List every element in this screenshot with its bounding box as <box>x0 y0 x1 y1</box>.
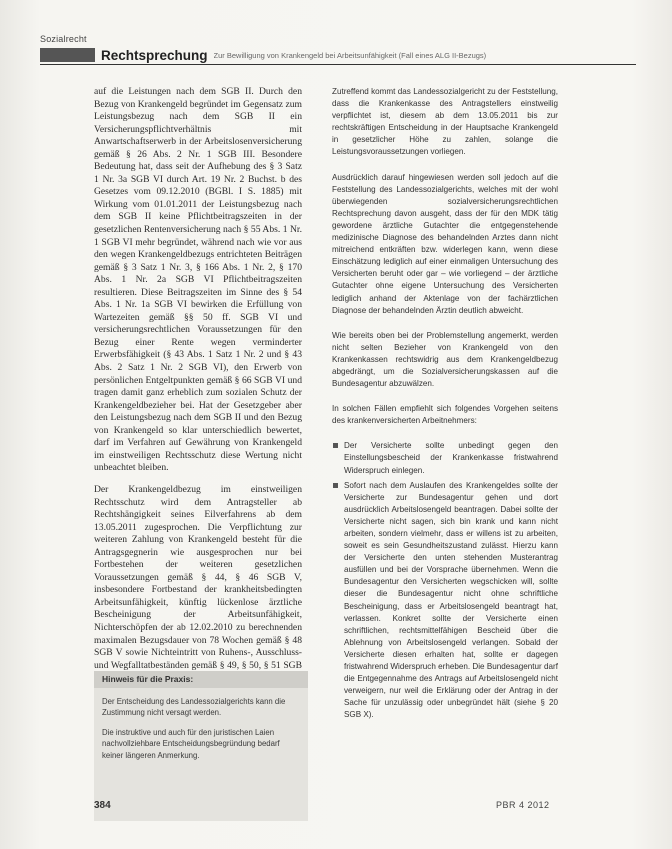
page-number: 384 <box>94 800 111 811</box>
hint-paragraph: Die instruktive und auch für den juristischen Laien nachvollziehbare Entscheidungsbegründung bedarf keiner längeren Anmerkung. <box>102 727 280 760</box>
body-paragraph: Der Krankengeldbezug im einstweiligen Rechtsschutz wird dem Antragsteller ab Rechtshängigkeit seines Eilverfahrens ab dem 13.05.2011 zugesprochen. Die Verpflichtung zur weiteren Zahlung von Krankengeld besteht für die Antragsgegnerin wie ausgesprochen nur bei Fortbestehen der weiteren gesetzlichen Voraussetzungen gemäß § 44, § 46 SGB V, insbesondere Fortbestand der krankheitsbedingten Arbeitsunfähigkeit, künftig lückenlose ärztliche Bescheinigung der Arbeitsunfähigkeit, Nichterschöpfen der ab 12.02.2010 zu berechnenden maximalen Bezugsdauer von 78 Wochen gemäß § 48 SGB V sowie Nichteintritt von Ruhens-, Ausschluss- und Wegfalltatbeständen gemäß § 49, § 50, § 51 SGB <box>94 483 302 671</box>
page-title: Rechtsprechung <box>101 47 208 63</box>
square-bullet-icon <box>333 483 338 488</box>
square-bullet-icon <box>333 443 338 448</box>
practice-hint-body <box>94 688 308 761</box>
list-item-text: Sofort nach dem Auslaufen des Krankengeldes sollte der Versicherte zur Bundesagentur gehen und dort ausdrücklich Arbeitslosengeld beantragen. Dabei sollte der Versicherte nicht sagen, sich bin krank und kann nicht arbeiten, sondern vielmehr, dass er willens ist zu arbeiten, soweit es sein Gesundheitszustand zulässt. Hierzu kann der Versicherte den unten stehenden Musterantrag ausfüllen und bei der Vorsprache übernehmen. Wenn die Bundesagentur den Versicherten wegschicken will, sollte dieser die Bundesagentur nicht ohne schriftliche Bescheinigung, dass er Arbeitslosengeld beantragt hat, verlassen. Konkret sollte der Versicherte einen schriftlichen, rechtsmittelfähigen Bescheid über die Ablehnung von Arbeitslosengeld verlangen. Sobald der Versicherte diesen erhalten hat, sollte er dagegen fristwahrend Widerspruch erheben. Die Bundesagentur darf die Entgegennahme des Antrags auf Arbeitslosengeld nicht verweigern, nur weil die Erklärung oder der Antrag in der Sache für unzulässig oder unbegründet hält (siehe § 20 SGB X). <box>344 480 558 720</box>
left-column <box>94 86 302 694</box>
practice-hint-box <box>94 671 308 821</box>
right-column <box>332 86 558 725</box>
body-paragraph: Ausdrücklich darauf hingewiesen werden soll jedoch auf die Feststellung des Landessozialgerichts, welches mit der wohl überwiegenden sozialversicherungsrechtlichen Rechtsprechung davon ausgeht, dass der für den MDK tätig gewordene ärztliche Gutachter die entgegenstehende medizinische Diagnose des behandelnden Arztes dann nicht mitreichend entkräften bzw. widerlegen kann, wenn diese Einschätzung lediglich auf einer einmaligen Untersuchung des Versicherten beruht oder gar – wie vorliegend – der ärztliche Gutachter ohne eigene Untersuchung des Versicherten lediglich anhand der Aktenlage von der fachärztlichen Diagnose der behandelnden Ärztin deutlich abweicht. <box>332 172 558 315</box>
body-paragraph: In solchen Fällen empfiehlt sich folgendes Vorgehen seitens des krankenversicherten Arbeitnehmers: <box>332 404 558 426</box>
recommendation-list <box>332 440 558 721</box>
section-label: Sozialrecht <box>40 34 87 44</box>
practice-hint-title: Hinweis für die Praxis: <box>94 671 308 688</box>
list-item <box>332 480 558 722</box>
body-paragraph: Zutreffend kommt das Landessozialgericht zu der Feststellung, dass die Krankenkasse des Antragstellers einstweilig verpflichtet ist, diesem ab dem 13.05.2011 bis zur rechtskräftigen Entscheidung in der Hauptsache Krankengeld in gesetzlicher Höhe zu zahlen, solange die Leistungsvoraussetzungen vorliegen. <box>332 87 558 157</box>
list-item <box>332 440 558 476</box>
body-paragraph: Wie bereits oben bei der Problemstellung angemerkt, werden nicht selten Bezieher von Krankengeld von den Krankenkassen rechtswidrig aus dem Krankengeldbezug abgedrängt, um die Sozialversicherungskassen auf die Bundesagentur abzuwälzen. <box>332 330 558 389</box>
list-item-text: Der Versicherte sollte unbedingt gegen den Einstellungsbescheid der Krankenkasse fristwahrend Widerspruch einlegen. <box>344 441 558 475</box>
journal-issue: PBR 4 2012 <box>496 800 550 810</box>
header-color-block <box>40 48 95 62</box>
body-paragraph: auf die Leistungen nach dem SGB II. Durch den Bezug von Krankengeld begründet im Gegensatz zum Leistungsbezug nach dem SGB II ein Versicherungspflichtverhältnis mit Anwartschaftserwerb in der Arbeitslosenversicherung gemäß § 26 Abs. 2 Nr. 1 SGB III. Besondere Bedeutung hat, dass seit der Aufhebung des § 3 Satz 1 Nr. 3a SGB VI durch Art. 19 Nr. 2 Buchst. b des Gesetzes vom 09.12.2010 (BGBl. I S. 1885) mit Wirkung vom 01.01.2011 der Leistungsbezug nach dem SGB II keine Pflichtbeitragszeiten in der gesetzlichen Rentenversicherung nach § 55 Abs. 1 Nr. 1 SGB VI mehr begründet, während nach wie vor aus den wegen Krankengeldbezugs entrichteten Beiträgen gemäß § 3 Satz 1 Nr. 3, § 166 Abs. 1 Nr. 2, § 170 Abs. 1 Nr. 2a SGB VI Pflichtbeitragszeiten resultieren. Diese Beitragszeiten im Sinne des § 54 Abs. 1 Nr. 1a SGB VI bewirken die Erfüllung von Wartezeiten gemäß §§ 50 ff. SGB VI und versicherungsrechtlichen Voraussetzungen für den Bezug einer Rente wegen verminderter Erwerbsfähigkeit (§ 43 Abs. 1 Satz 1 Nr. 2 und § 43 Abs. 2 Satz 1 Nr. 2 SGB VI), den Erwerb von persönlichen Entgeltpunkten gemäß § 66 SGB VI und tragen damit ganz erheblich zum sozialen Schutz der Krankengeldbezieher bei. Hat der Gesetzgeber aber den Leistungsbezug nach dem SGB II und den Bezug von Krankengeld so klar unterschiedlich bewertet, darf im Verfahren auf Gewährung von Krankengeld im einstweiligen Rechtsschutz diese Wertung nicht unbeachtet bleiben. <box>94 86 302 474</box>
page-subtitle: Zur Bewilligung von Krankengeld bei Arbeitsunfähigkeit (Fall eines ALG II-Bezugs) <box>213 50 487 60</box>
page-header <box>40 46 636 65</box>
hint-paragraph: Der Entscheidung des Landessozialgerichts kann die Zustimmung nicht versagt werden. <box>102 697 286 718</box>
